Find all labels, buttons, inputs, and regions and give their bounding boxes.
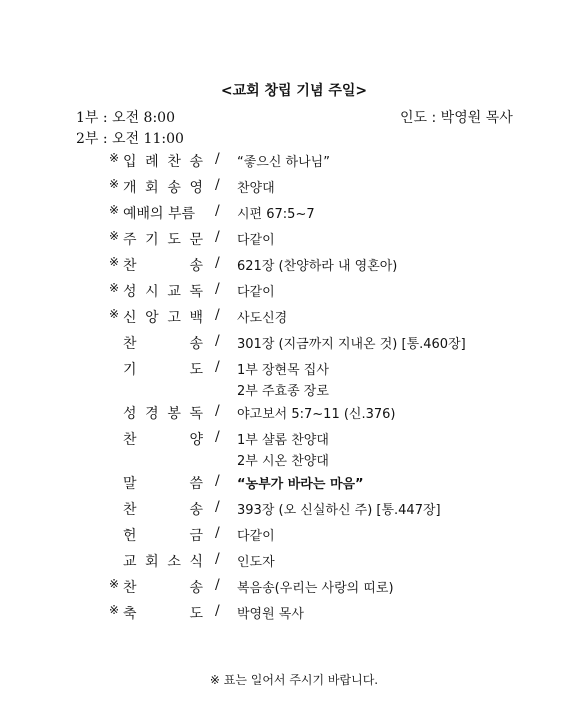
item-label-char: 영 (189, 180, 203, 196)
item-label-char: 고 (167, 310, 181, 326)
item-value-line: 야고보서 5:7~11 (신.376) (237, 407, 396, 422)
item-label-char: 찬 (123, 336, 137, 352)
item-label (123, 333, 203, 353)
worship-item (0, 359, 588, 403)
item-value-line: 2부 시온 찬양대 (237, 454, 329, 469)
item-label-char: 송 (189, 580, 203, 596)
item-value-line: “좋으신 하나님” (237, 155, 330, 170)
standing-mark: ※ (109, 281, 120, 295)
item-label-char: 시 (145, 284, 159, 300)
item-value (237, 151, 330, 170)
item-label-char: 찬 (123, 432, 137, 448)
item-label-char: 기 (123, 362, 137, 378)
item-label-char: 식 (189, 554, 203, 570)
item-label-char: 양 (189, 432, 203, 448)
item-value-line: 시편 67:5~7 (237, 207, 315, 222)
item-label-char: 금 (189, 528, 203, 544)
item-label-char: 송 (189, 336, 203, 352)
worship-item (0, 203, 588, 229)
item-label-char: 교 (123, 554, 137, 570)
item-label-char: 앙 (145, 310, 159, 326)
worship-item (0, 551, 588, 577)
item-value-line: 301장 (지금까지 지내온 것) [통.460장] (237, 337, 466, 352)
item-label-char: 도 (189, 606, 203, 622)
item-label-char: 봉 (167, 406, 181, 422)
separator: / (215, 359, 220, 375)
item-value-line: 다같이 (237, 285, 275, 300)
item-label-char: 헌 (123, 528, 137, 544)
separator: / (215, 429, 220, 445)
item-label-char: 독 (189, 284, 203, 300)
item-value-line: 사도신경 (237, 311, 288, 326)
item-label (123, 307, 203, 327)
item-label-char: 입 (123, 154, 137, 170)
item-label-char: 성 (123, 406, 137, 422)
item-label-char: 송 (167, 180, 181, 196)
item-value (237, 229, 275, 248)
item-label-char: 경 (145, 406, 159, 422)
item-label-char: 소 (167, 554, 181, 570)
item-label-char: 찬 (123, 580, 137, 596)
item-label-char: 찬 (167, 154, 181, 170)
item-value-line: 다같이 (237, 233, 275, 248)
worship-item (0, 603, 588, 629)
item-label-char: 도 (189, 362, 203, 378)
standing-mark: ※ (109, 603, 120, 617)
item-label-char: 기 (145, 232, 159, 248)
item-label-char: 문 (189, 232, 203, 248)
item-value-line: 복음송(우리는 사랑의 띠로) (237, 581, 394, 596)
item-value-line: 다같이 (237, 529, 275, 544)
worship-item (0, 229, 588, 255)
item-label (123, 281, 203, 301)
standing-mark: ※ (109, 307, 120, 321)
item-value-line: 인도자 (237, 555, 275, 570)
item-label-char: 독 (189, 406, 203, 422)
separator: / (215, 333, 220, 349)
item-label (123, 203, 203, 223)
item-label-char: 찬 (123, 502, 137, 518)
worship-item (0, 499, 588, 525)
item-value (237, 551, 275, 570)
item-label-char: 례 (145, 154, 159, 170)
item-value (237, 307, 287, 326)
item-label-char: 신 (123, 310, 137, 326)
standing-mark: ※ (109, 229, 120, 243)
separator: / (215, 281, 220, 297)
item-label-char: 송 (189, 258, 203, 274)
item-value (237, 429, 329, 469)
separator: / (215, 577, 220, 593)
item-value (237, 525, 275, 544)
separator: / (215, 403, 220, 419)
item-label-char: 예배의 부름 (123, 206, 196, 222)
worship-item (0, 151, 588, 177)
item-value-line: 393장 (오 신실하신 주) [통.447장] (237, 503, 441, 518)
worship-item (0, 429, 588, 473)
separator: / (215, 473, 220, 489)
separator: / (215, 499, 220, 515)
worship-item (0, 525, 588, 551)
separator: / (215, 255, 220, 271)
order-of-worship (0, 151, 588, 629)
worship-item (0, 307, 588, 333)
standing-mark: ※ (109, 203, 120, 217)
item-value (237, 403, 396, 422)
worship-item (0, 473, 588, 499)
separator: / (215, 177, 220, 193)
separator: / (215, 525, 220, 541)
item-value (237, 473, 364, 492)
separator: / (215, 203, 220, 219)
item-label-char: 말 (123, 476, 137, 492)
standing-mark: ※ (109, 151, 120, 165)
item-label (123, 525, 203, 545)
item-value (237, 577, 394, 596)
item-label (123, 551, 203, 571)
worship-leader: 인도 : 박영원 목사 (400, 110, 513, 126)
separator: / (215, 603, 220, 619)
worship-item (0, 177, 588, 203)
item-label (123, 255, 203, 275)
item-value (237, 333, 466, 352)
service-time-2: 2부 : 오전 11:00 (76, 131, 184, 147)
separator: / (215, 229, 220, 245)
item-label-char: 회 (145, 554, 159, 570)
item-value-line: 1부 장현목 집사 (237, 363, 329, 378)
item-value-line: 2부 주효종 장로 (237, 384, 329, 399)
separator: / (215, 307, 220, 323)
item-label-char: 성 (123, 284, 137, 300)
item-value (237, 603, 304, 622)
item-value (237, 203, 315, 222)
separator: / (215, 151, 220, 167)
worship-item (0, 281, 588, 307)
footer-note: ※ 표는 일어서 주시기 바랍니다. (209, 673, 379, 687)
item-label-char: 도 (167, 232, 181, 248)
item-label (123, 177, 203, 197)
item-value-line: 621장 (찬양하라 내 영혼아) (237, 259, 398, 274)
item-label-char: 백 (189, 310, 203, 326)
service-time-1: 1부 : 오전 8:00 (76, 110, 175, 126)
worship-item (0, 403, 588, 429)
item-label-char: 송 (189, 502, 203, 518)
standing-mark: ※ (109, 577, 120, 591)
item-label (123, 473, 203, 493)
item-label-char: 찬 (123, 258, 137, 274)
item-label (123, 429, 203, 449)
item-label-char: 주 (123, 232, 137, 248)
item-value (237, 499, 441, 518)
item-label-char: 씀 (189, 476, 203, 492)
item-value-line: 박영원 목사 (237, 607, 304, 622)
item-label (123, 577, 203, 597)
item-label-char: 축 (123, 606, 137, 622)
item-value (237, 359, 329, 399)
item-label-char: 교 (167, 284, 181, 300)
item-label (123, 499, 203, 519)
item-value (237, 255, 397, 274)
item-value-line: 1부 샬롬 찬양대 (237, 433, 329, 448)
standing-mark: ※ (109, 255, 120, 269)
item-value (237, 177, 275, 196)
worship-item (0, 333, 588, 359)
item-value (237, 281, 275, 300)
item-label (123, 603, 203, 623)
item-label (123, 403, 203, 423)
item-label-char: 회 (145, 180, 159, 196)
separator: / (215, 551, 220, 567)
item-label-char: 송 (189, 154, 203, 170)
item-label-char: 개 (123, 180, 137, 196)
item-value-line: 찬양대 (237, 181, 275, 196)
item-label (123, 151, 203, 171)
page-title: <교회 창립 기념 주일> (220, 83, 368, 99)
worship-item (0, 577, 588, 603)
item-label (123, 359, 203, 379)
worship-item (0, 255, 588, 281)
item-label (123, 229, 203, 249)
standing-mark: ※ (109, 177, 120, 191)
item-value-line: “농부가 바라는 마음” (237, 477, 364, 492)
